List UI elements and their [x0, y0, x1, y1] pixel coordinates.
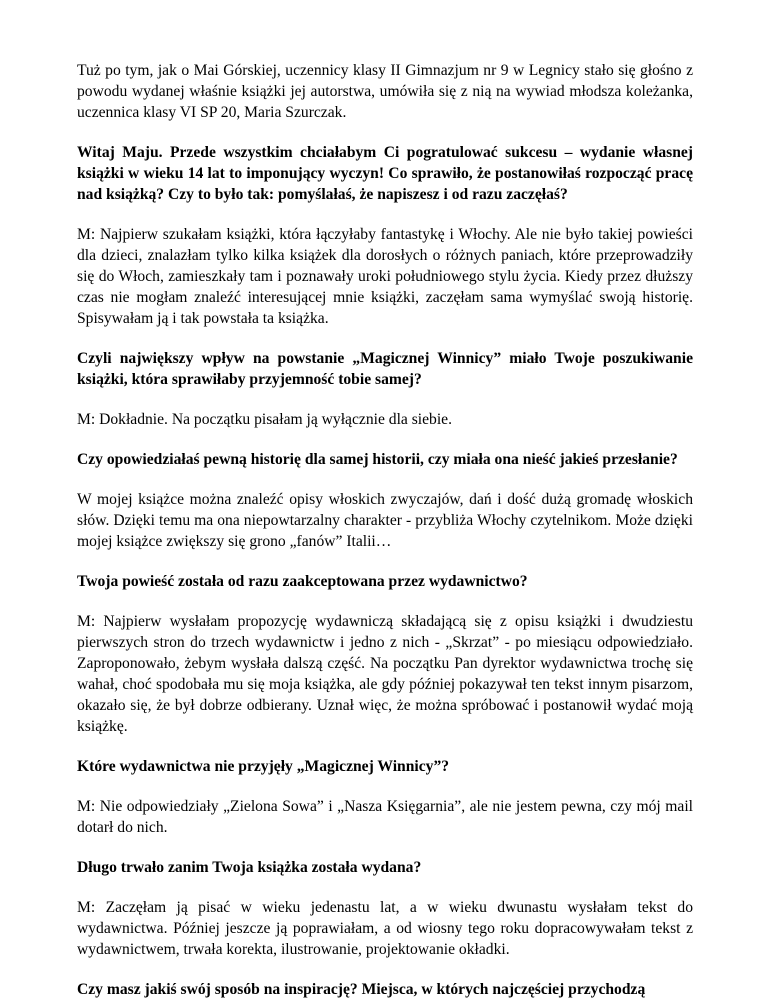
question-2: Czyli największy wpływ na powstanie „Magicznej Winnicy” miało Twoje poszukiwanie książki, która sprawiłaby przyjemność tobie samej? [77, 350, 693, 388]
answer-1: M: Najpierw szukałam książki, która łączyłaby fantastykę i Włochy. Ale nie było takiej powieści dla dzieci, znalazłam tylko kilka książek dla dorosłych o różnych paniach, które przeprowadziły się do Włoch, zamieszkały tam i poznawały uroki południowego stylu życia. Kiedy przez dłuższy czas nie mogłam znaleźć interesującej mnie książki, zaczęłam sama wymyślać swoją historię. Spisywałam ją i tak powstała ta książka. [77, 226, 693, 327]
intro-paragraph: Tuż po tym, jak o Mai Górskiej, uczennicy klasy II Gimnazjum nr 9 w Legnicy stało się głośno z powodu wydanej właśnie książki jej autorstwa, umówiła się z nią na wywiad młodsza koleżanka, uczennica klasy VI SP 20, Maria Szurczak. [77, 62, 693, 121]
question-6: Długo trwało zanim Twoja książka została wydana? [77, 859, 422, 876]
answer-2: M: Dokładnie. Na początku pisałam ją wyłącznie dla siebie. [77, 411, 452, 428]
answer-3: W mojej książce można znaleźć opisy włoskich zwyczajów, dań i dość dużą gromadę włoskich słów. Dzięki temu ma ona niepowtarzalny charakter - przybliża Włochy czytelnikom. Może dzięki mojej książce zwiększy się grono „fanów” Italii… [77, 491, 693, 550]
question-7: Czy masz jakiś swój sposób na inspirację? Miejsca, w których najczęściej przychodzą [77, 981, 646, 998]
document-page [77, 60, 693, 1000]
answer-4: M: Najpierw wysłałam propozycję wydawniczą składającą się z opisu książki i dwudziestu pierwszych stron do trzech wydawnictw i jedno z nich - „Skrzat” - po miesiącu odpowiedziało. Zaproponowało, żebym wysłała dalszą część. Na początku Pan dyrektor wydawnictwa trochę się wahał, choć spodobała mu się moja książka, ale gdy później pokazywał ten tekst innym pisarzom, okazało się, że był dobrze odbierany. Uznał więc, że można spróbować i postanowił wydać moją książkę. [77, 613, 693, 735]
question-4: Twoja powieść została od razu zaakceptowana przez wydawnictwo? [77, 573, 528, 590]
question-3: Czy opowiedziałaś pewną historię dla samej historii, czy miała ona nieść jakieś przesłanie? [77, 451, 678, 468]
question-1: Witaj Maju. Przede wszystkim chciałabym Ci pogratulować sukcesu – wydanie własnej książki w wieku 14 lat to imponujący wyczyn! Co sprawiło, że postanowiłaś rozpocząć pracę nad książką? Czy to było tak: pomyślałaś, że napiszesz i od razu zaczęłaś? [77, 144, 693, 203]
answer-6: M: Zaczęłam ją pisać w wieku jedenastu lat, a w wieku dwunastu wysłałam tekst do wydawnictwa. Później jeszcze ją poprawiałam, a od wiosny tego roku dopracowywałam tekst z wydawnictwem, trwała korekta, ilustrowanie, projektowanie okładki. [77, 899, 693, 958]
question-5: Które wydawnictwa nie przyjęły „Magicznej Winnicy”? [77, 758, 450, 775]
answer-5: M: Nie odpowiedziały „Zielona Sowa” i „Nasza Księgarnia”, ale nie jestem pewna, czy mój mail dotarł do nich. [77, 798, 693, 836]
